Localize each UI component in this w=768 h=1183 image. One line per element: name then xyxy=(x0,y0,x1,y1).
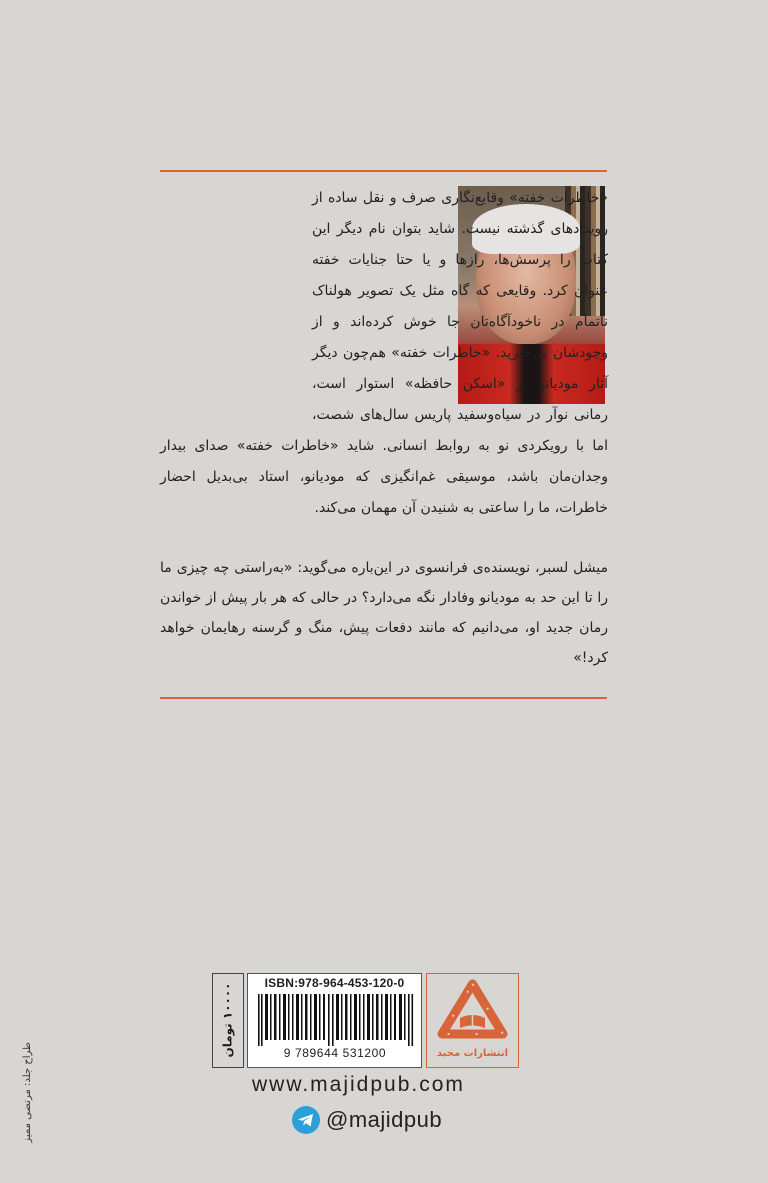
blurb-paragraph-2: میشل لسبر، نویسنده‌ی فرانسوی در این‌باره می‌گوید: «به‌راستی چه چیزی ما را تا این حد به مودیانو وفادار نگه می‌دارد؟ در حالی که هر بار پیش از خواندن رمان جدید او، می‌دانیم که مانند دفعات پیش، منگ و گرسنه رهایمان خواهد کرد!» xyxy=(160,560,608,666)
cover-designer-credit: طراح جلد: مرتضی ممیز xyxy=(22,1042,33,1143)
telegram-handle: @majidpub xyxy=(326,1107,443,1132)
barcode xyxy=(247,973,422,1068)
barcode-bars xyxy=(256,994,414,1046)
publisher-logo xyxy=(427,974,518,1048)
blurb-paragraph-1-text: «خاطرات خفته» وقایع‌نگاری صرف و نقل ساده از رویدادهای گذشته نیست. شاید بتوان نام دیگر این کتاب را پرسش‌ها، رازها و یا حتا جنایات خفته عنوان کرد. وقایعی که گاه مثل یک تصویر هولناک ناتمام در ناخودآگاه‌تان جا خوش کرده‌اند و از وجودشان بی‌خبرید. «خاطرات خفته» هم‌چون دیگر آثار مودیانو بر «اسکن حافظه» استوار است، رمانی نوآر در سیاه‌وسفید پاریس سال‌های شصت، اما با رویکردی نو به روابط انسانی. شاید «خاطرات خفته» صدای بیدار وجدان‌مان باشد، موسیقی غم‌انگیزی که مودیانو، استاد بی‌بدیل احضار خاطرات، ما را ساعتی به شنیدن آن مهمان می‌کند. xyxy=(160,190,608,516)
publisher-label: انتشارات مجید xyxy=(436,1048,509,1059)
website-link[interactable]: www.majidpub.com xyxy=(252,1073,465,1096)
blurb-paragraph-1 xyxy=(160,183,608,524)
bottom-divider xyxy=(160,697,607,699)
telegram-link[interactable] xyxy=(292,1104,442,1136)
price-label: ۱۰۰۰۰ تومان xyxy=(220,982,235,1058)
barcode-number: 9 789644 531200 xyxy=(283,1046,387,1060)
isbn-label: ISBN:978-964-453-120-0 xyxy=(264,976,405,990)
telegram-icon xyxy=(292,1106,320,1134)
price-box xyxy=(212,973,244,1068)
top-divider xyxy=(160,170,607,172)
publisher-logo-box xyxy=(426,973,519,1068)
